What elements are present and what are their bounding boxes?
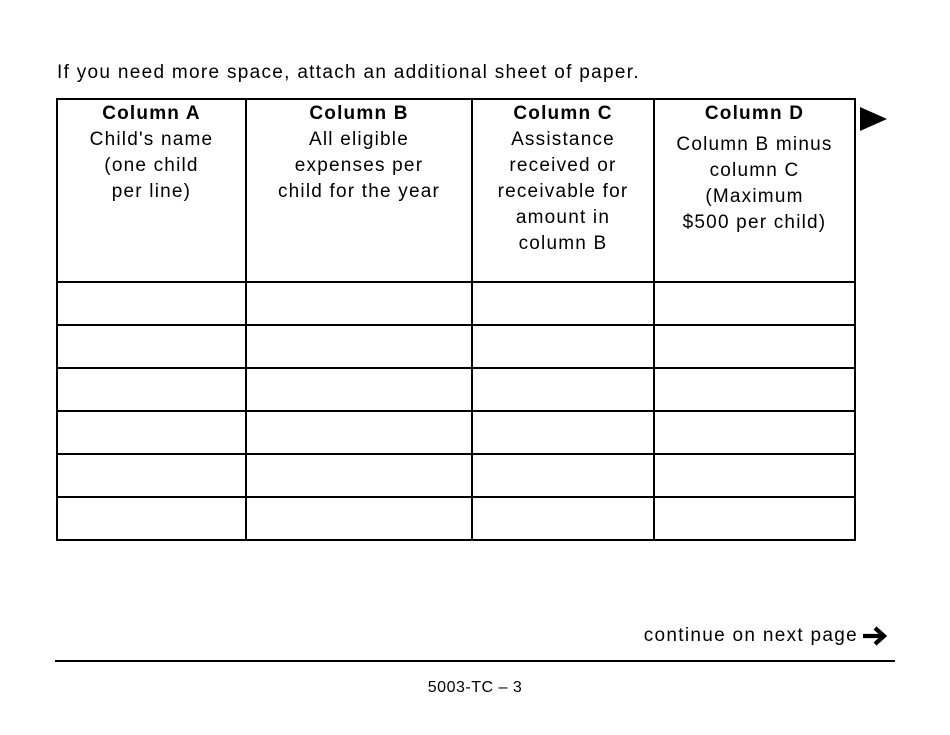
expenses-table <box>56 98 856 541</box>
net-amount-cell[interactable] <box>654 454 855 497</box>
column-d-header <box>654 99 855 282</box>
eligible-expenses-cell[interactable] <box>246 411 472 454</box>
table-row <box>57 282 855 325</box>
continue-text: continue on next page <box>643 625 858 646</box>
child-name-cell[interactable] <box>57 325 246 368</box>
child-name-cell[interactable] <box>57 282 246 325</box>
assistance-cell[interactable] <box>472 282 654 325</box>
net-amount-cell[interactable] <box>654 325 855 368</box>
net-amount-cell[interactable] <box>654 282 855 325</box>
table-row <box>57 368 855 411</box>
right-triangle-icon <box>860 107 887 131</box>
table-row <box>57 497 855 540</box>
column-d-title: Column D <box>704 103 805 124</box>
column-c-header <box>472 99 654 282</box>
eligible-expenses-cell[interactable] <box>246 368 472 411</box>
column-b-title: Column B <box>309 103 409 124</box>
child-name-cell[interactable] <box>57 411 246 454</box>
table-row <box>57 411 855 454</box>
continue-note <box>644 625 889 647</box>
assistance-cell[interactable] <box>472 454 654 497</box>
column-c-description: Assistance received or receivable for amount in column B <box>497 129 629 254</box>
net-amount-cell[interactable] <box>654 368 855 411</box>
column-a-title: Column A <box>102 103 201 124</box>
child-name-cell[interactable] <box>57 497 246 540</box>
net-amount-cell[interactable] <box>654 497 855 540</box>
eligible-expenses-cell[interactable] <box>246 454 472 497</box>
form-number: 5003-TC – 3 <box>427 679 523 696</box>
net-amount-cell[interactable] <box>654 411 855 454</box>
eligible-expenses-cell[interactable] <box>246 282 472 325</box>
arrow-right-icon <box>861 625 889 647</box>
assistance-cell[interactable] <box>472 368 654 411</box>
table-header-row <box>57 99 855 282</box>
eligible-expenses-cell[interactable] <box>246 325 472 368</box>
eligible-expenses-cell[interactable] <box>246 497 472 540</box>
assistance-cell[interactable] <box>472 411 654 454</box>
child-name-cell[interactable] <box>57 368 246 411</box>
table-row <box>57 325 855 368</box>
column-c-title: Column C <box>513 103 613 124</box>
child-name-cell[interactable] <box>57 454 246 497</box>
column-d-description: Column B minus column C (Maximum $500 per child) <box>676 134 833 233</box>
assistance-cell[interactable] <box>472 497 654 540</box>
column-a-description: Child's name (one child per line) <box>89 129 214 202</box>
instruction-text: If you need more space, attach an additional sheet of paper. <box>57 62 640 83</box>
column-a-header <box>57 99 246 282</box>
column-b-description: All eligible expenses per child for the year <box>277 129 441 202</box>
column-b-header <box>246 99 472 282</box>
table-row <box>57 454 855 497</box>
assistance-cell[interactable] <box>472 325 654 368</box>
footer-divider <box>55 660 895 662</box>
